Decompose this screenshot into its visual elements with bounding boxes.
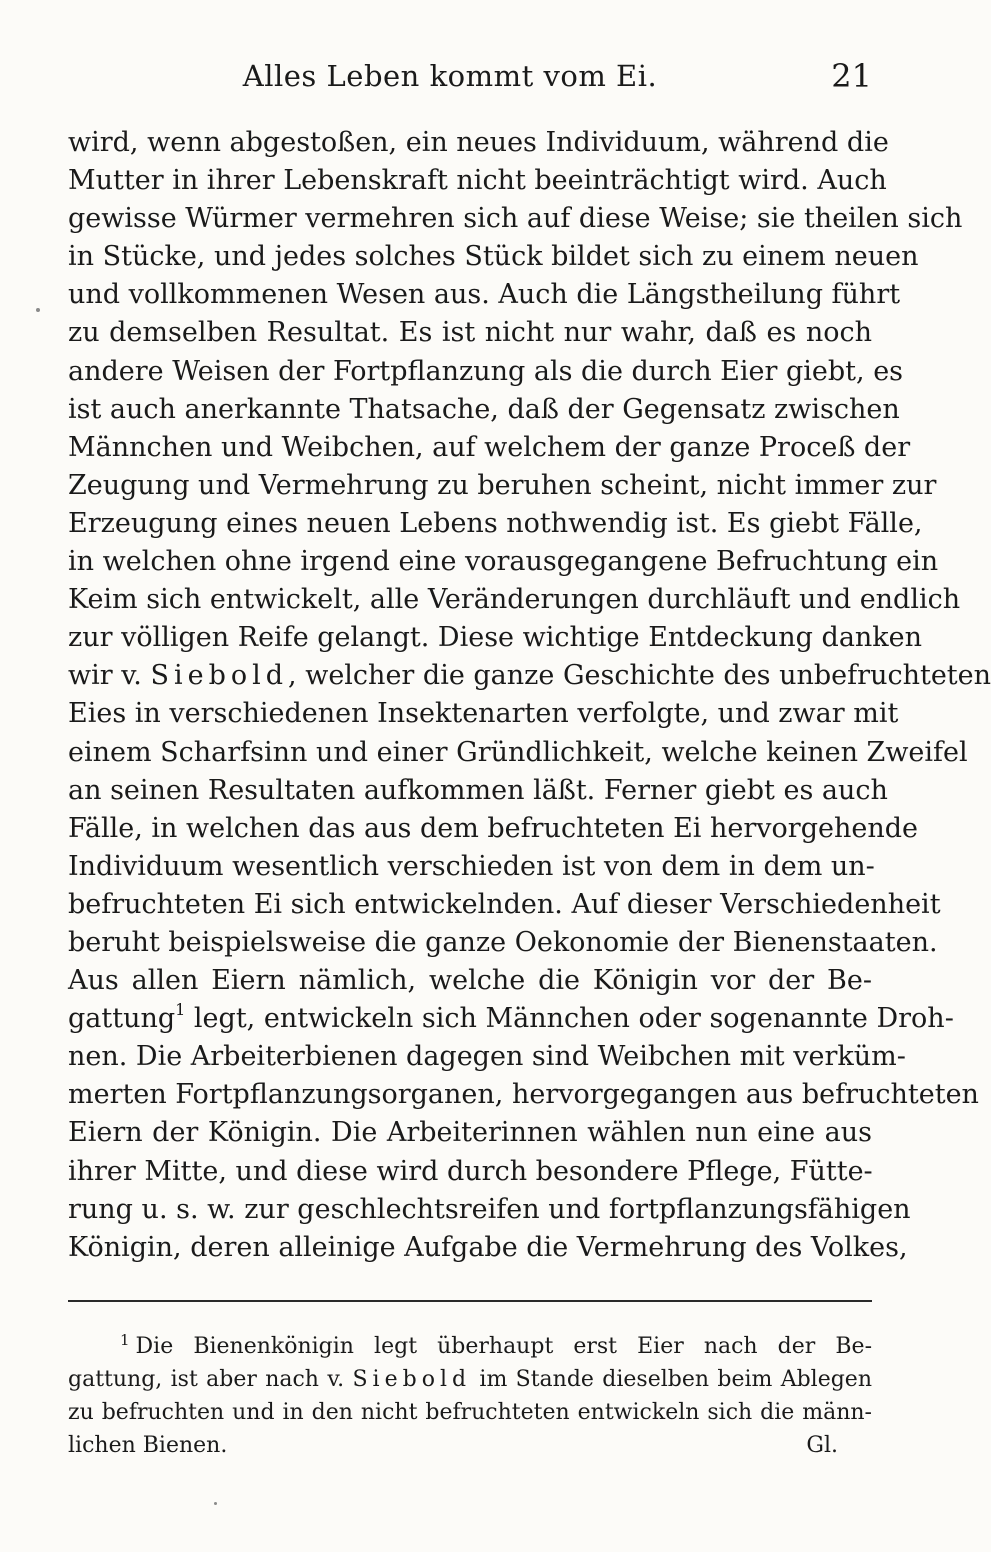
- text-line-5: und vollkommenen Wesen aus. Auch die Längstheilung führt: [68, 279, 901, 311]
- text-line-14: zur völligen Reife gelangt. Diese wichtige Entdeckung danken: [68, 622, 923, 654]
- footnote-line-2: [68, 1363, 872, 1396]
- text-line-28: ihrer Mitte, und diese wird durch besondere Pflege, Fütte-: [68, 1155, 873, 1187]
- footnote-line-2-end: im Stande dieselben beim Ablegen: [479, 1367, 872, 1392]
- text-line-16: Eies in verschiedenen Insektenarten verfolgte, und zwar mit: [68, 698, 899, 730]
- footnote-line-1: [68, 1330, 872, 1363]
- text-line-3: gewisse Würmer vermehren sich auf diese Weise; sie theilen sich: [68, 203, 963, 235]
- text-line-15: [68, 657, 991, 695]
- text-line-21: befruchteten Ei sich entwickelnden. Auf dieser Verschiedenheit: [68, 888, 941, 920]
- footnote-line-1-text: Die Bienenkönigin legt überhaupt erst Eier nach der Be-: [135, 1334, 872, 1359]
- text-line-15-end: , welcher die ganze Geschichte des unbefruchteten: [288, 660, 991, 692]
- text-line-24-end: legt, entwickeln sich Männchen oder sogenannte Droh-: [185, 1003, 954, 1035]
- text-line-7: andere Weisen der Fortpflanzung als die durch Eier giebt, es: [68, 355, 904, 387]
- text-line-18: an seinen Resultaten aufkommen läßt. Ferner giebt es auch: [68, 774, 888, 806]
- running-head: [68, 54, 872, 98]
- footnote-author-siebold: Siebold: [352, 1367, 472, 1392]
- text-line-17: einem Scharfsinn und einer Gründlichkeit, welche keinen Zweifel: [68, 736, 968, 768]
- text-line-24: [68, 1000, 954, 1038]
- text-line-13: Keim sich entwickelt, alle Veränderungen durchläuft und endlich: [68, 584, 961, 616]
- body-text: [68, 124, 991, 1267]
- text-line-23: Aus allen Eiern nämlich, welche die Königin vor der Be-: [68, 965, 872, 997]
- text-line-19: Fälle, in welchen das aus dem befruchteten Ei hervorgehende: [68, 812, 918, 844]
- footnote-line-4: [68, 1429, 872, 1462]
- text-line-8: ist auch anerkannte Thatsache, daß der Gegensatz zwischen: [68, 393, 900, 425]
- text-line-12: in welchen ohne irgend eine vorausgegangene Befruchtung ein: [68, 546, 939, 578]
- paper-speck: [36, 308, 40, 312]
- footnote: [68, 1330, 872, 1462]
- footnote-signature: Gl.: [806, 1433, 838, 1458]
- author-name-siebold: Siebold: [150, 660, 289, 692]
- text-line-27: Eiern der Königin. Die Arbeiterinnen wählen nun eine aus: [68, 1117, 872, 1149]
- text-line-4: in Stücke, und jedes solches Stück bildet sich zu einem neuen: [68, 241, 919, 273]
- text-line-25: nen. Die Arbeiterbienen dagegen sind Weibchen mit verküm-: [68, 1041, 906, 1073]
- text-line-1: wird, wenn abgestoßen, ein neues Individuum, während die: [68, 127, 889, 158]
- text-line-29: rung u. s. w. zur geschlechtsreifen und fortpflanzungsfähigen: [68, 1193, 911, 1225]
- text-line-6: zu demselben Resultat. Es ist nicht nur wahr, daß es noch: [68, 317, 872, 349]
- text-line-9: Männchen und Weibchen, auf welchem der ganze Proceß der: [68, 431, 911, 463]
- text-line-20: Individuum wesentlich verschieden ist von dem in dem un-: [68, 850, 875, 882]
- paper-speck: [214, 1502, 217, 1505]
- text-line-26: merten Fortpflanzungsorganen, hervorgegangen aus befruchteten: [68, 1079, 979, 1111]
- footnote-line-2-start: gattung, ist aber nach v.: [68, 1367, 345, 1392]
- running-title: Alles Leben kommt vom Ei.: [242, 59, 658, 93]
- footnote-line-3: zu befruchten und in den nicht befruchteten entwickeln sich die männ-: [68, 1400, 872, 1425]
- text-line-22: beruht beispielsweise die ganze Oekonomie der Bienenstaaten.: [68, 926, 938, 958]
- footnote-reference: 1: [175, 1000, 186, 1020]
- text-line-2: Mutter in ihrer Lebenskraft nicht beeinträchtigt wird. Auch: [68, 165, 887, 197]
- text-line-30: Königin, deren alleinige Aufgabe die Vermehrung des Volkes,: [68, 1231, 908, 1263]
- text-line-15-start: wir v.: [68, 660, 142, 692]
- text-line-10: Zeugung und Vermehrung zu beruhen scheint, nicht immer zur: [68, 469, 937, 501]
- page-number: 21: [831, 57, 872, 95]
- footnote-line-4-text: lichen Bienen.: [68, 1433, 228, 1458]
- text-line-11: Erzeugung eines neuen Lebens nothwendig ist. Es giebt Fälle,: [68, 507, 923, 539]
- footnote-divider: [68, 1300, 872, 1302]
- footnote-mark: 1: [120, 1331, 130, 1349]
- text-line-24-start: gattung: [68, 1003, 176, 1035]
